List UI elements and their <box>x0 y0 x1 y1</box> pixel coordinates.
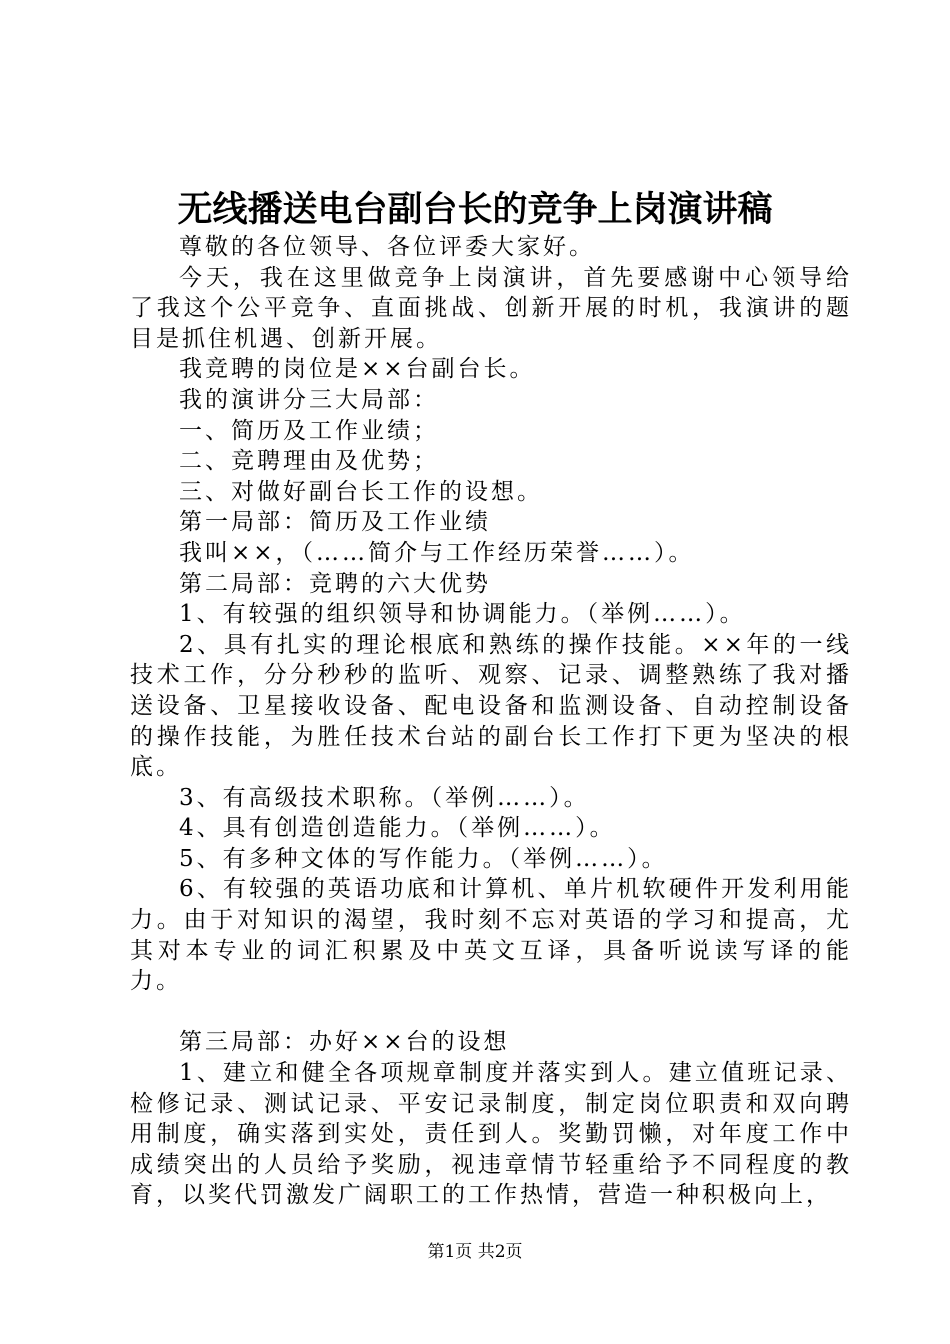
advantage-item-2: 2、具有扎实的理论根底和熟练的操作技能。××年的一线技术工作，分分秒秒的监听、观察、记录、调整熟练了我对播送设备、卫星接收设备、配电设备和监测设备、自动控制设备的操作技能，为胜任技术台站的副台长工作打下更为坚决的根底。 <box>130 631 852 781</box>
advantage-item-6: 6、有较强的英语功底和计算机、单片机软硬件开发利用能力。由于对知识的渴望，我时刻不忘对英语的学习和提高，尤其对本专业的词汇积累及中英文互译，具备听说读写译的能力。 <box>130 876 852 995</box>
plan-item-1: 1、建立和健全各项规章制度并落实到人。建立值班记录、检修记录、测试记录、平安记录制度，制定岗位职责和双向聘用制度，确实落到实处，责任到人。奖勤罚懒，对年度工作中成绩突出的人员给予奖励，视违章情节轻重给予不同程度的教育，以奖代罚激发广阔职工的工作热情，营造一种积极向上， <box>130 1060 852 1209</box>
paragraph-resume: 我叫××，（……简介与工作经历荣誉……）。 <box>179 539 695 566</box>
advantage-item-5: 5、有多种文体的写作能力。（举例……）。 <box>179 845 668 872</box>
paragraph-intro: 今天，我在这里做竞争上岗演讲，首先要感谢中心领导给了我这个公平竞争、直面挑战、创新开展的时机，我演讲的题目是抓住机遇、创新开展。 <box>130 264 852 352</box>
page-footer: 第1页 共2页 <box>427 1242 523 1262</box>
advantage-item-4: 4、具有创造创造能力。（举例……）。 <box>179 815 616 842</box>
advantage-item-3: 3、有高级技术职称。（举例……）。 <box>179 784 590 811</box>
section-heading-1: 第一局部：简历及工作业绩 <box>179 509 491 536</box>
document-title: 无线播送电台副台长的竞争上岗演讲稿 <box>177 189 773 230</box>
document-body <box>130 232 852 1211</box>
paragraph-spacer <box>130 997 852 1028</box>
paragraph-greeting: 尊敬的各位领导、各位评委大家好。 <box>179 234 595 260</box>
section-heading-3: 第三局部：办好××台的设想 <box>179 1029 510 1056</box>
paragraph-outline: 我的演讲分三大局部： <box>179 386 439 413</box>
paragraph-position: 我竞聘的岗位是××台副台长。 <box>179 356 536 383</box>
outline-item-2: 二、竞聘理由及优势； <box>179 448 439 475</box>
section-heading-2: 第二局部：竞聘的六大优势 <box>179 570 491 597</box>
outline-item-3: 三、对做好副台长工作的设想。 <box>179 478 543 505</box>
outline-item-1: 一、简历及工作业绩； <box>179 417 439 444</box>
advantage-item-1: 1、有较强的组织领导和协调能力。（举例……）。 <box>179 601 746 628</box>
